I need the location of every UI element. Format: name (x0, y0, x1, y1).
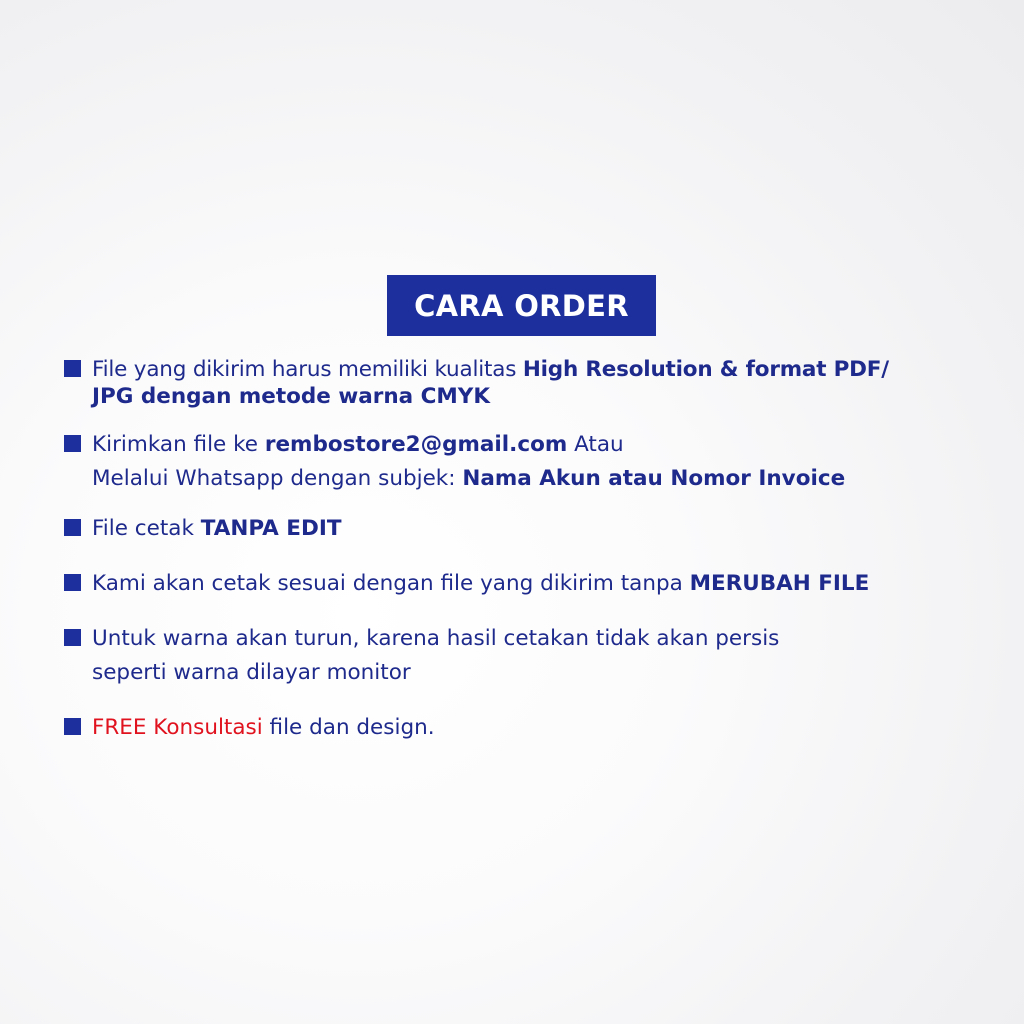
list-item-line: seperti warna dilayar monitor (92, 660, 411, 685)
list-item-line: Kami akan cetak sesuai dengan file yang dikirim tanpa MERUBAH FILE (92, 571, 870, 596)
square-bullet-icon (64, 360, 81, 377)
list-item (64, 355, 994, 415)
square-bullet-icon (64, 574, 81, 591)
list-item-line: Kirimkan file ke rembostore2@gmail.com Atau (92, 432, 624, 457)
square-bullet-icon (64, 718, 81, 735)
list-item-line: Untuk warna akan turun, karena hasil cetakan tidak akan persis (92, 626, 780, 651)
list-item (64, 430, 994, 494)
list-item (64, 569, 994, 601)
free-consultation-highlight: FREE Konsultasi (92, 715, 263, 740)
title-banner (387, 275, 656, 336)
list-item (64, 514, 994, 546)
list-item-line: FREE Konsultasi file dan design. (92, 715, 435, 740)
square-bullet-icon (64, 435, 81, 452)
list-item-line: File cetak TANPA EDIT (92, 516, 342, 541)
list-item (64, 713, 994, 745)
page-title: CARA ORDER (414, 288, 629, 323)
list-item-line: JPG dengan metode warna CMYK (92, 384, 491, 409)
square-bullet-icon (64, 629, 81, 646)
email-address: rembostore2@gmail.com (264, 432, 568, 457)
list-item-line: File yang dikirim harus memiliki kualitas High Resolution & format PDF/ (92, 357, 889, 382)
list-item (64, 624, 994, 688)
list-item-line: Melalui Whatsapp dengan subjek: Nama Akun atau Nomor Invoice (92, 466, 846, 491)
square-bullet-icon (64, 519, 81, 536)
